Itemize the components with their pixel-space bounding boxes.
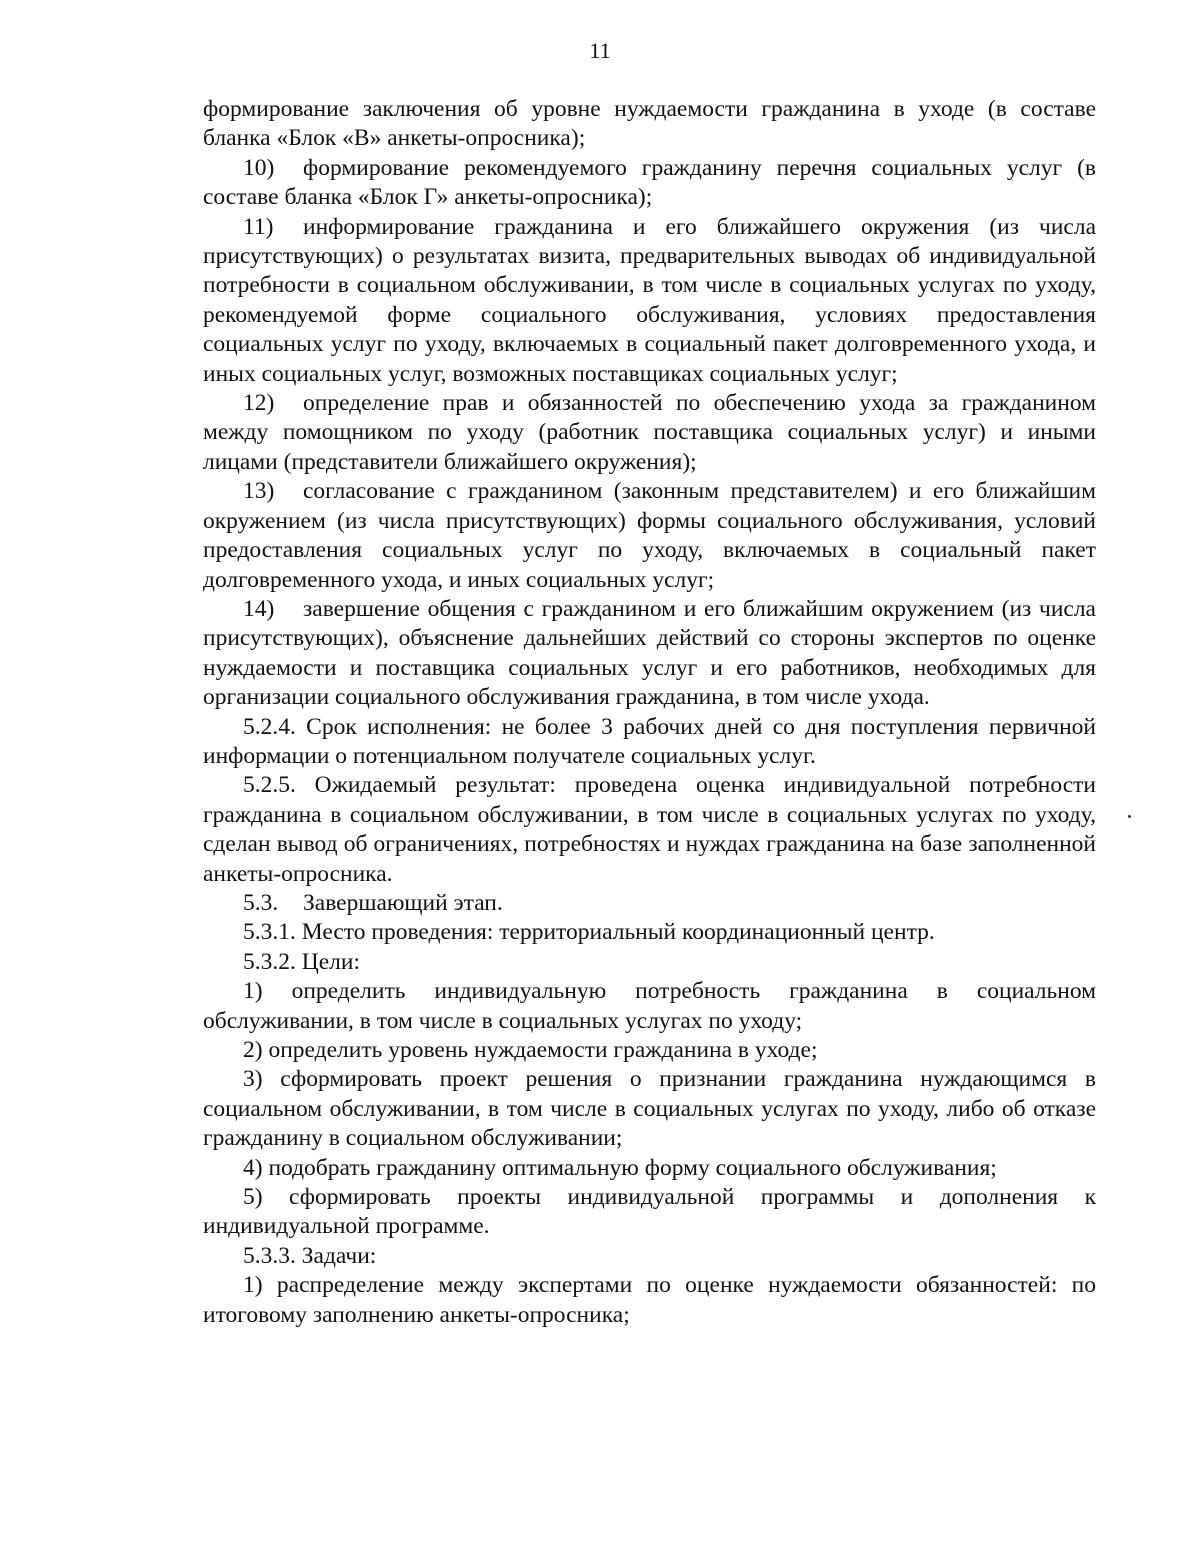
paragraph-continuation: [203, 95, 1096, 154]
paragraph-text: 5.2.5. Ожидаемый результат: проведена оценка индивидуальной потребности гражданина в социальном обслуживании, в том числе в социальных услугах по уходу, сделан вывод об ограничениях, потребностях и нуждах гражданина на базе заполненной анкеты-опросника.: [203, 772, 1096, 887]
goal-item-5: [203, 1183, 1096, 1242]
paragraph-text: формирование рекомендуемого гражданину перечня социальных услуг (в составе бланка «Блок Г» анкеты-опросника);: [203, 154, 1096, 211]
paragraph-text: 4) подобрать гражданину оптимальную форму социального обслуживания;: [243, 1154, 997, 1181]
section-5-3-heading: [203, 889, 1096, 918]
goal-item-2: [203, 1036, 1096, 1065]
section-5-2-4: [203, 713, 1096, 772]
paragraph-text: 1) распределение между экспертами по оценке нуждаемости обязанностей: по итоговому заполнению анкеты-опросника;: [203, 1272, 1096, 1328]
goal-item-1: [203, 977, 1096, 1036]
list-number: 11): [243, 213, 274, 240]
list-number: 12): [243, 390, 275, 417]
list-number: 14): [243, 595, 275, 622]
paragraph-text: информирование гражданина и его ближайшего окружения (из числа присутствующих) о результатах визита, предварительных выводах об индивидуальной потребности в социальном обслуживании, в том числе в социальных услугах по уходу, рекомендуемой форме социального обслуживания, условиях предоставления социальных услуг по уходу, включаемых в социальный пакет долговременного ухода, и иных социальных услуг, возможных поставщиках социальных услуг;: [203, 213, 1096, 387]
list-item-12: [203, 389, 1096, 477]
paragraph-text: определение прав и обязанностей по обеспечению ухода за гражданином между помощником по уходу (работник поставщика социальных услуг) и иными лицами (представители ближайшего окружения);: [203, 390, 1096, 475]
list-item-11: [203, 213, 1096, 389]
scan-speck: [1128, 815, 1131, 818]
paragraph-text: 5.3.3. Задачи:: [243, 1242, 377, 1269]
list-number: 10): [243, 154, 275, 181]
list-item-13: [203, 477, 1096, 595]
document-body: [203, 95, 1096, 1330]
page-number: 11: [589, 38, 611, 63]
paragraph-text: согласование с гражданином (законным представителем) и его ближайшим окружением (из числа присутствующих) формы социального обслуживания, условий предоставления социальных услуг по уходу, включаемых в социальный пакет долговременного ухода, и иных социальных услуг;: [203, 478, 1096, 593]
paragraph-text: 3) сформировать проект решения о признании гражданина нуждающимся в социальном обслуживании, в том числе в социальных услугах по уходу, либо об отказе гражданину в социальном обслуживании;: [203, 1066, 1096, 1152]
list-item-10: [203, 154, 1096, 213]
paragraph-text: 1) определить индивидуальную потребность гражданина в социальном обслуживании, в том числе в социальных услугах по уходу;: [203, 978, 1096, 1034]
task-item-1: [203, 1271, 1096, 1330]
paragraph-text: 5.2.4. Срок исполнения: не более 3 рабочих дней со дня поступления первичной информации о потенциальном получателе социальных услуг.: [203, 713, 1096, 769]
section-number: 5.3.: [243, 889, 279, 916]
section-5-3-1: [203, 918, 1096, 947]
paragraph-text: 5) сформировать проекты индивидуальной программы и дополнения к индивидуальной программе.: [203, 1184, 1096, 1240]
paragraph-text: 2) определить уровень нуждаемости гражданина в уходе;: [243, 1037, 818, 1063]
goal-item-3: [203, 1065, 1096, 1153]
paragraph-text: формирование заключения об уровне нуждаемости гражданина в уходе (в составе бланка «Блок «В» анкеты-опросника);: [203, 96, 1096, 152]
section-5-3-3: [203, 1242, 1096, 1271]
section-5-2-5: [203, 771, 1096, 889]
list-item-14: [203, 595, 1096, 713]
paragraph-text: завершение общения с гражданином и его ближайшим окружением (из числа присутствующих), объяснение дальнейших действий со стороны экспертов по оценке нуждаемости и поставщика социальных услуг и его работников, необходимых для организации социального обслуживания гражданина, в том числе ухода.: [203, 595, 1096, 711]
paragraph-text: 5.3.2. Цели:: [243, 948, 360, 975]
section-5-3-2: [203, 948, 1096, 977]
goal-item-4: [203, 1154, 1096, 1183]
paragraph-text: 5.3.1. Место проведения: территориальный координационный центр.: [243, 919, 935, 946]
list-number: 13): [243, 478, 275, 505]
paragraph-text: Завершающий этап.: [303, 889, 503, 916]
